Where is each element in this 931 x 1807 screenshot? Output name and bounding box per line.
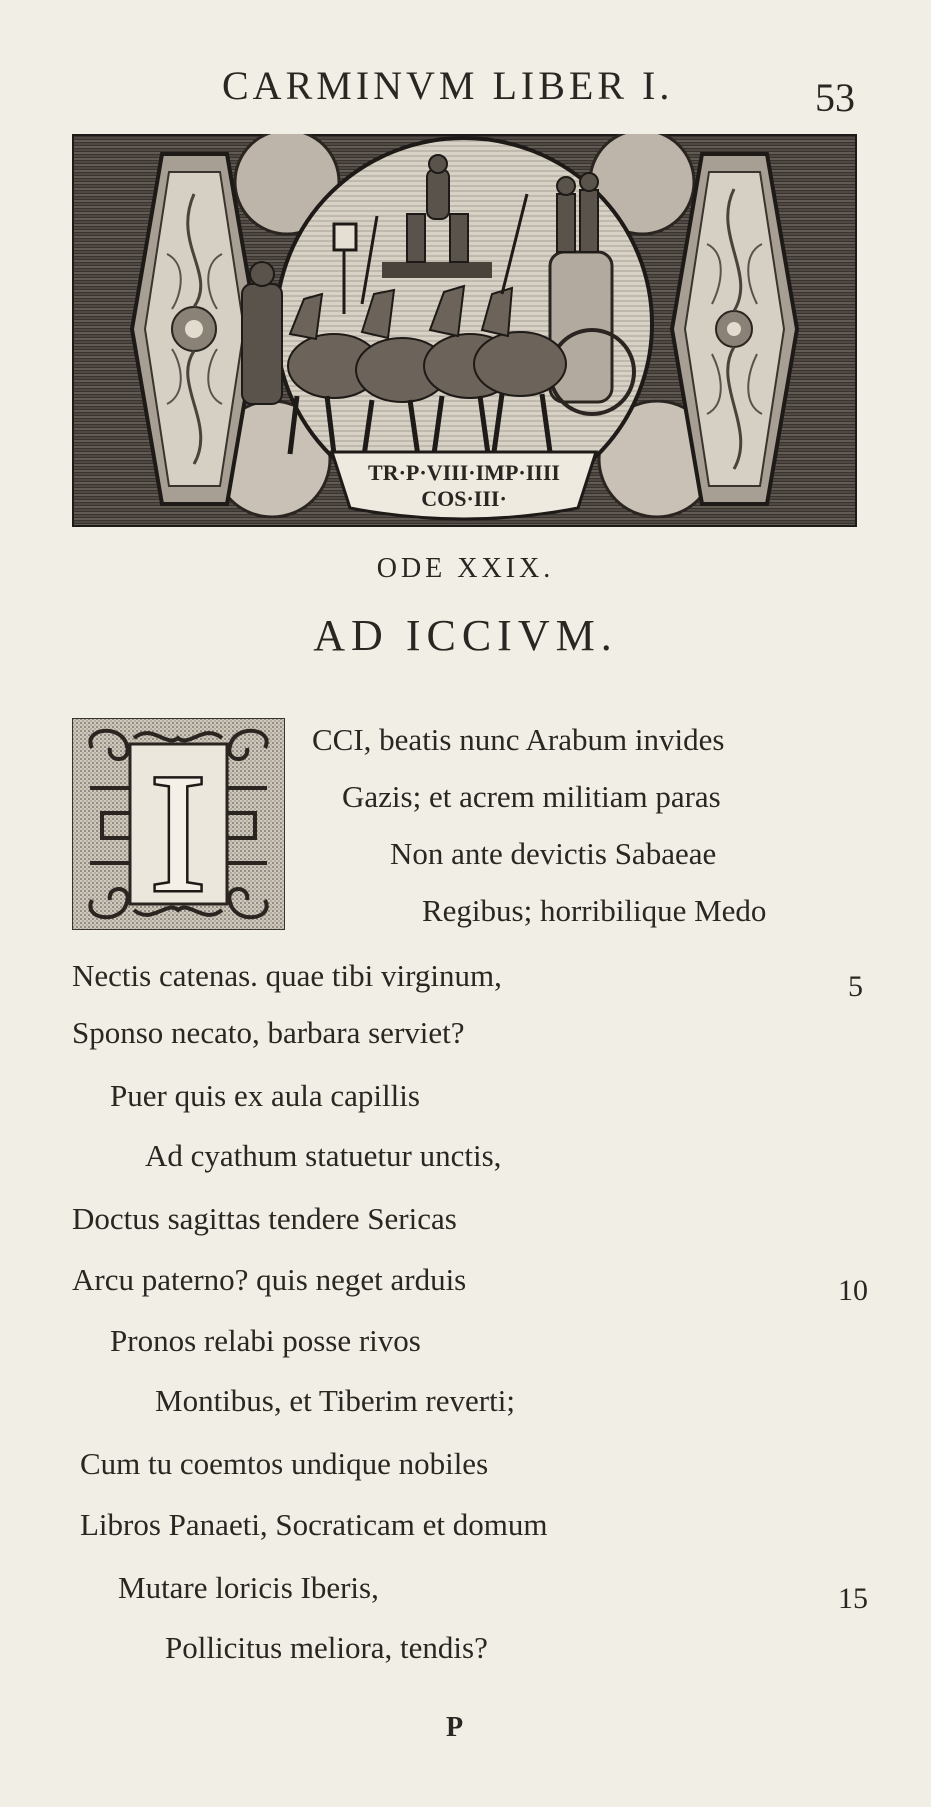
line-number: 15 [838, 1582, 868, 1615]
verse-line: Pronos relabi posse rivos [110, 1323, 421, 1358]
line-number: 10 [838, 1274, 868, 1307]
verse-line: Puer quis ex aula capillis [110, 1078, 420, 1113]
verse-line: Arcu paterno? quis neget arduis [72, 1262, 467, 1297]
inscription-line-1: TR·P·VIII·IMP·IIII [368, 460, 560, 485]
verse-line: Nectis catenas. quae tibi virginum, [72, 958, 502, 993]
verse-line: Sponso necato, barbara serviet? [72, 1015, 465, 1050]
ode-number: ODE XXIX. [376, 553, 555, 584]
verse-line: Regibus; horribilique Medo [422, 893, 767, 928]
inscription-line-2: COS·III· [421, 486, 507, 511]
verse-line: Mutare loricis Iberis, [118, 1570, 379, 1605]
verse-line: Pollicitus meliora, tendis? [165, 1630, 488, 1665]
headpiece-engraving [72, 134, 857, 527]
signature-mark: P [446, 1712, 464, 1743]
page-number: 53 [815, 75, 855, 120]
ode-title: AD ICCIVM. [313, 611, 618, 660]
verse-line: CCI, beatis nunc Arabum invides [312, 722, 725, 757]
drop-cap-letter: I [149, 739, 207, 927]
line-number: 5 [848, 970, 863, 1003]
verse-line: Ad cyathum statuetur unctis, [145, 1138, 502, 1173]
verse-line: Montibus, et Tiberim reverti; [155, 1383, 515, 1418]
verse-line: Cum tu coemtos undique nobiles [80, 1446, 489, 1481]
verse-line: Doctus sagittas tendere Sericas [72, 1201, 457, 1236]
running-head: CARMINVM LIBER I. [222, 63, 674, 108]
ornamental-drop-cap [72, 718, 285, 930]
verse-line: Gazis; et acrem militiam paras [342, 779, 721, 814]
verse-line: Libros Panaeti, Socraticam et domum [80, 1507, 548, 1542]
verse-line: Non ante devictis Sabaeae [390, 836, 717, 871]
